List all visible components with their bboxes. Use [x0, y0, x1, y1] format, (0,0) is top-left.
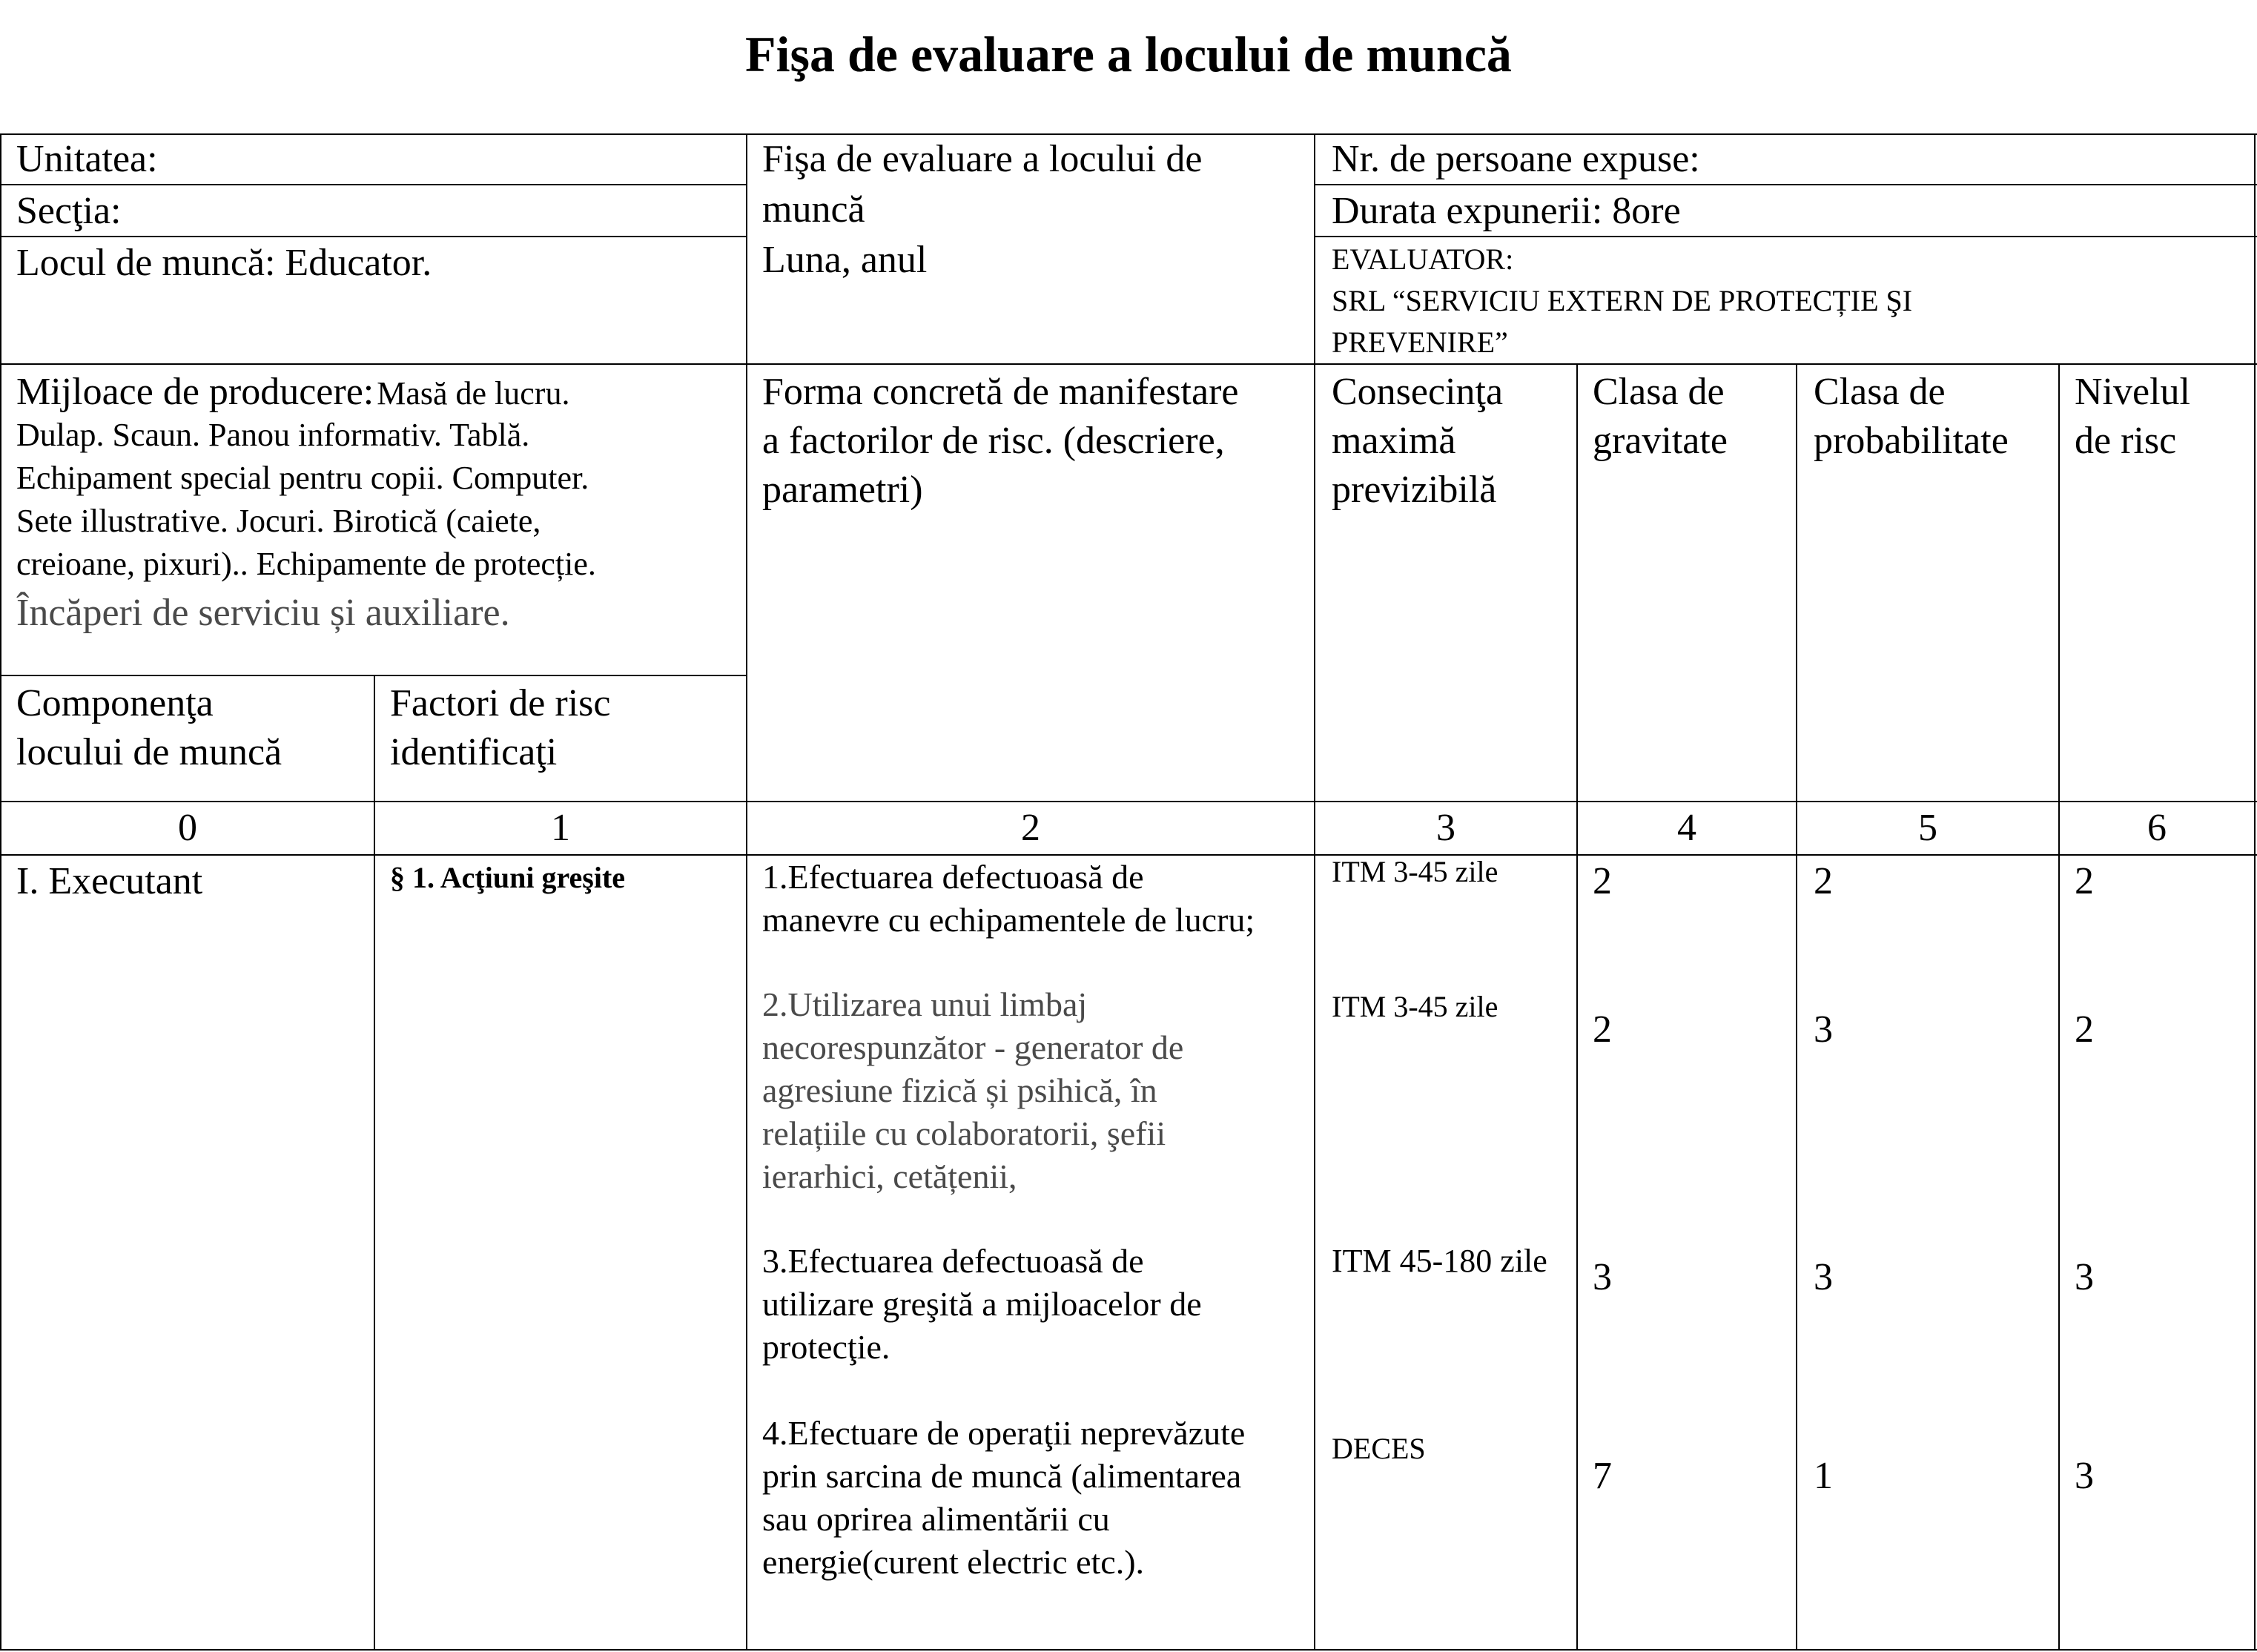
mijloace-line4: Sete illustrative. Jocuri. Birotică (caiete, — [16, 503, 541, 539]
mijloace-label: Mijloace de producere: — [16, 371, 374, 413]
componenta-header-line2: locului de muncă — [16, 731, 282, 773]
risk-row-3-desc-line3: protecţie. — [762, 1328, 890, 1366]
column-number: 2 — [1021, 807, 1040, 849]
risk-row-3-nivel: 3 — [2075, 1256, 2094, 1298]
luna-anul-label: Luna, anul — [762, 239, 928, 281]
fisa-label-line2: muncă — [762, 188, 865, 231]
durata-expunerii-label: Durata expunerii: 8ore — [1332, 190, 1681, 232]
mijloace-line2: Dulap. Scaun. Panou informativ. Tablă. — [16, 417, 530, 453]
risk-row-4-probabilitate: 1 — [1814, 1455, 1833, 1497]
factori-header-line2: identificaţi — [390, 731, 558, 773]
gravitate-header-line2: gravitate — [1593, 420, 1728, 462]
componenta-header-line1: Componenţa — [16, 682, 214, 724]
column-number: 6 — [2147, 807, 2167, 849]
mijloace-text: Masă de lucru. — [377, 375, 570, 412]
mijloace-line5: creioane, pixuri).. Echipamente de protecție. — [16, 546, 596, 582]
table-border-bottom — [0, 1649, 2257, 1651]
column-number: 1 — [551, 807, 570, 849]
table-line — [1576, 363, 1578, 1651]
table-line — [0, 236, 746, 237]
risk-row-2-desc-line3: agresiune fizică și psihică, în — [762, 1071, 1157, 1109]
risk-row-2-gravitate: 2 — [1593, 1008, 1612, 1051]
consecinta-header-line1: Consecinţa — [1332, 371, 1504, 413]
risk-row-4-desc-line2: prin sarcina de muncă (alimentarea — [762, 1457, 1242, 1495]
table-border-right — [2254, 133, 2256, 1651]
evaluator-label: EVALUATOR: — [1332, 242, 1514, 276]
table-line — [1314, 236, 2257, 237]
persoane-expuse-label: Nr. de persoane expuse: — [1332, 138, 1700, 180]
risk-row-4-desc-line4: energie(curent electric etc.). — [762, 1543, 1145, 1581]
forma-header-line2: a factorilor de risc. (descriere, — [762, 420, 1225, 462]
forma-header-line3: parametri) — [762, 469, 923, 511]
page-title: Fişa de evaluare a locului de muncă — [745, 26, 1512, 82]
table-line — [0, 363, 2257, 365]
risk-row-4-consecinta: DECES — [1332, 1432, 1426, 1465]
risk-row-4-nivel: 3 — [2075, 1455, 2094, 1497]
fisa-label-line1: Fişa de evaluare a locului de — [762, 138, 1203, 180]
executant-component: I. Executant — [16, 860, 203, 902]
consecinta-header-line2: maximă — [1332, 420, 1456, 462]
consecinta-header-line3: previzibilă — [1332, 469, 1497, 511]
risk-row-3-probabilitate: 3 — [1814, 1256, 1833, 1298]
risk-row-1-nivel: 2 — [2075, 860, 2094, 902]
column-number: 3 — [1436, 807, 1455, 849]
risk-row-1-consecinta: ITM 3-45 zile — [1332, 855, 1498, 888]
risk-row-3-consecinta: ITM 45-180 zile — [1332, 1243, 1547, 1279]
risk-row-4-desc-line1: 4.Efectuare de operaţii neprevăzute — [762, 1414, 1246, 1452]
risk-row-1-gravitate: 2 — [1593, 860, 1612, 902]
table-line — [0, 801, 2257, 802]
probabilitate-header-line1: Clasa de — [1814, 371, 1946, 413]
column-number: 5 — [1918, 807, 1937, 849]
risk-row-3-gravitate: 3 — [1593, 1256, 1612, 1298]
table-line — [1796, 363, 1797, 1651]
table-line — [2058, 363, 2060, 1651]
risk-row-3-desc-line2: utilizare greşită a mijloacelor de — [762, 1285, 1202, 1323]
risk-row-2-desc-line4: relațiile cu colaboratorii, şefii — [762, 1114, 1166, 1152]
risk-row-2-nivel: 2 — [2075, 1008, 2094, 1051]
risk-row-4-desc-line3: sau oprirea alimentării cu — [762, 1500, 1110, 1538]
sectia-label: Secţia: — [16, 190, 122, 232]
forma-header-line1: Forma concretă de manifestare — [762, 371, 1239, 413]
risk-row-1-probabilitate: 2 — [1814, 860, 1833, 902]
risk-row-1-desc-line2: manevre cu echipamentele de lucru; — [762, 901, 1255, 939]
nivel-header-line2: de risc — [2075, 420, 2177, 462]
mijloace-line6: Încăperi de serviciu și auxiliare. — [16, 592, 510, 634]
table-line — [1314, 184, 2257, 185]
locul-de-munca-label: Locul de muncă: Educator. — [16, 242, 432, 284]
table-line — [0, 184, 746, 185]
column-number: 0 — [178, 807, 197, 849]
probabilitate-header-line2: probabilitate — [1814, 420, 2009, 462]
mijloace-line1 — [16, 368, 569, 417]
table-line — [746, 133, 747, 1651]
gravitate-header-line1: Clasa de — [1593, 371, 1725, 413]
table-border-left — [0, 133, 1, 1651]
risk-row-2-consecinta: ITM 3-45 zile — [1332, 990, 1498, 1023]
risk-row-4-gravitate: 7 — [1593, 1455, 1612, 1497]
risk-row-2-desc-line5: ierarhici, cetățenii, — [762, 1157, 1017, 1195]
unitatea-label: Unitatea: — [16, 138, 158, 180]
risk-row-3-desc-line1: 3.Efectuarea defectuoasă de — [762, 1242, 1144, 1280]
factor-actiuni-gresite: § 1. Acţiuni greşite — [390, 861, 626, 894]
risk-row-2-desc-line2: necorespunzător - generator de — [762, 1028, 1184, 1066]
evaluator-name-line1: SRL “SERVICIU EXTERN DE PROTECȚIE ŞI — [1332, 284, 1913, 317]
nivel-header-line1: Nivelul — [2075, 371, 2190, 413]
column-number: 4 — [1677, 807, 1696, 849]
factori-header-line1: Factori de risc — [390, 682, 611, 724]
table-line — [1314, 133, 1315, 1651]
evaluator-name-line2: PREVENIRE” — [1332, 326, 1508, 359]
risk-row-2-desc-line1: 2.Utilizarea unui limbaj — [762, 985, 1088, 1023]
mijloace-line3: Echipament special pentru copii. Computer. — [16, 460, 589, 496]
risk-row-2-probabilitate: 3 — [1814, 1008, 1833, 1051]
table-line — [0, 675, 746, 676]
risk-row-1-desc-line1: 1.Efectuarea defectuoasă de — [762, 858, 1144, 896]
